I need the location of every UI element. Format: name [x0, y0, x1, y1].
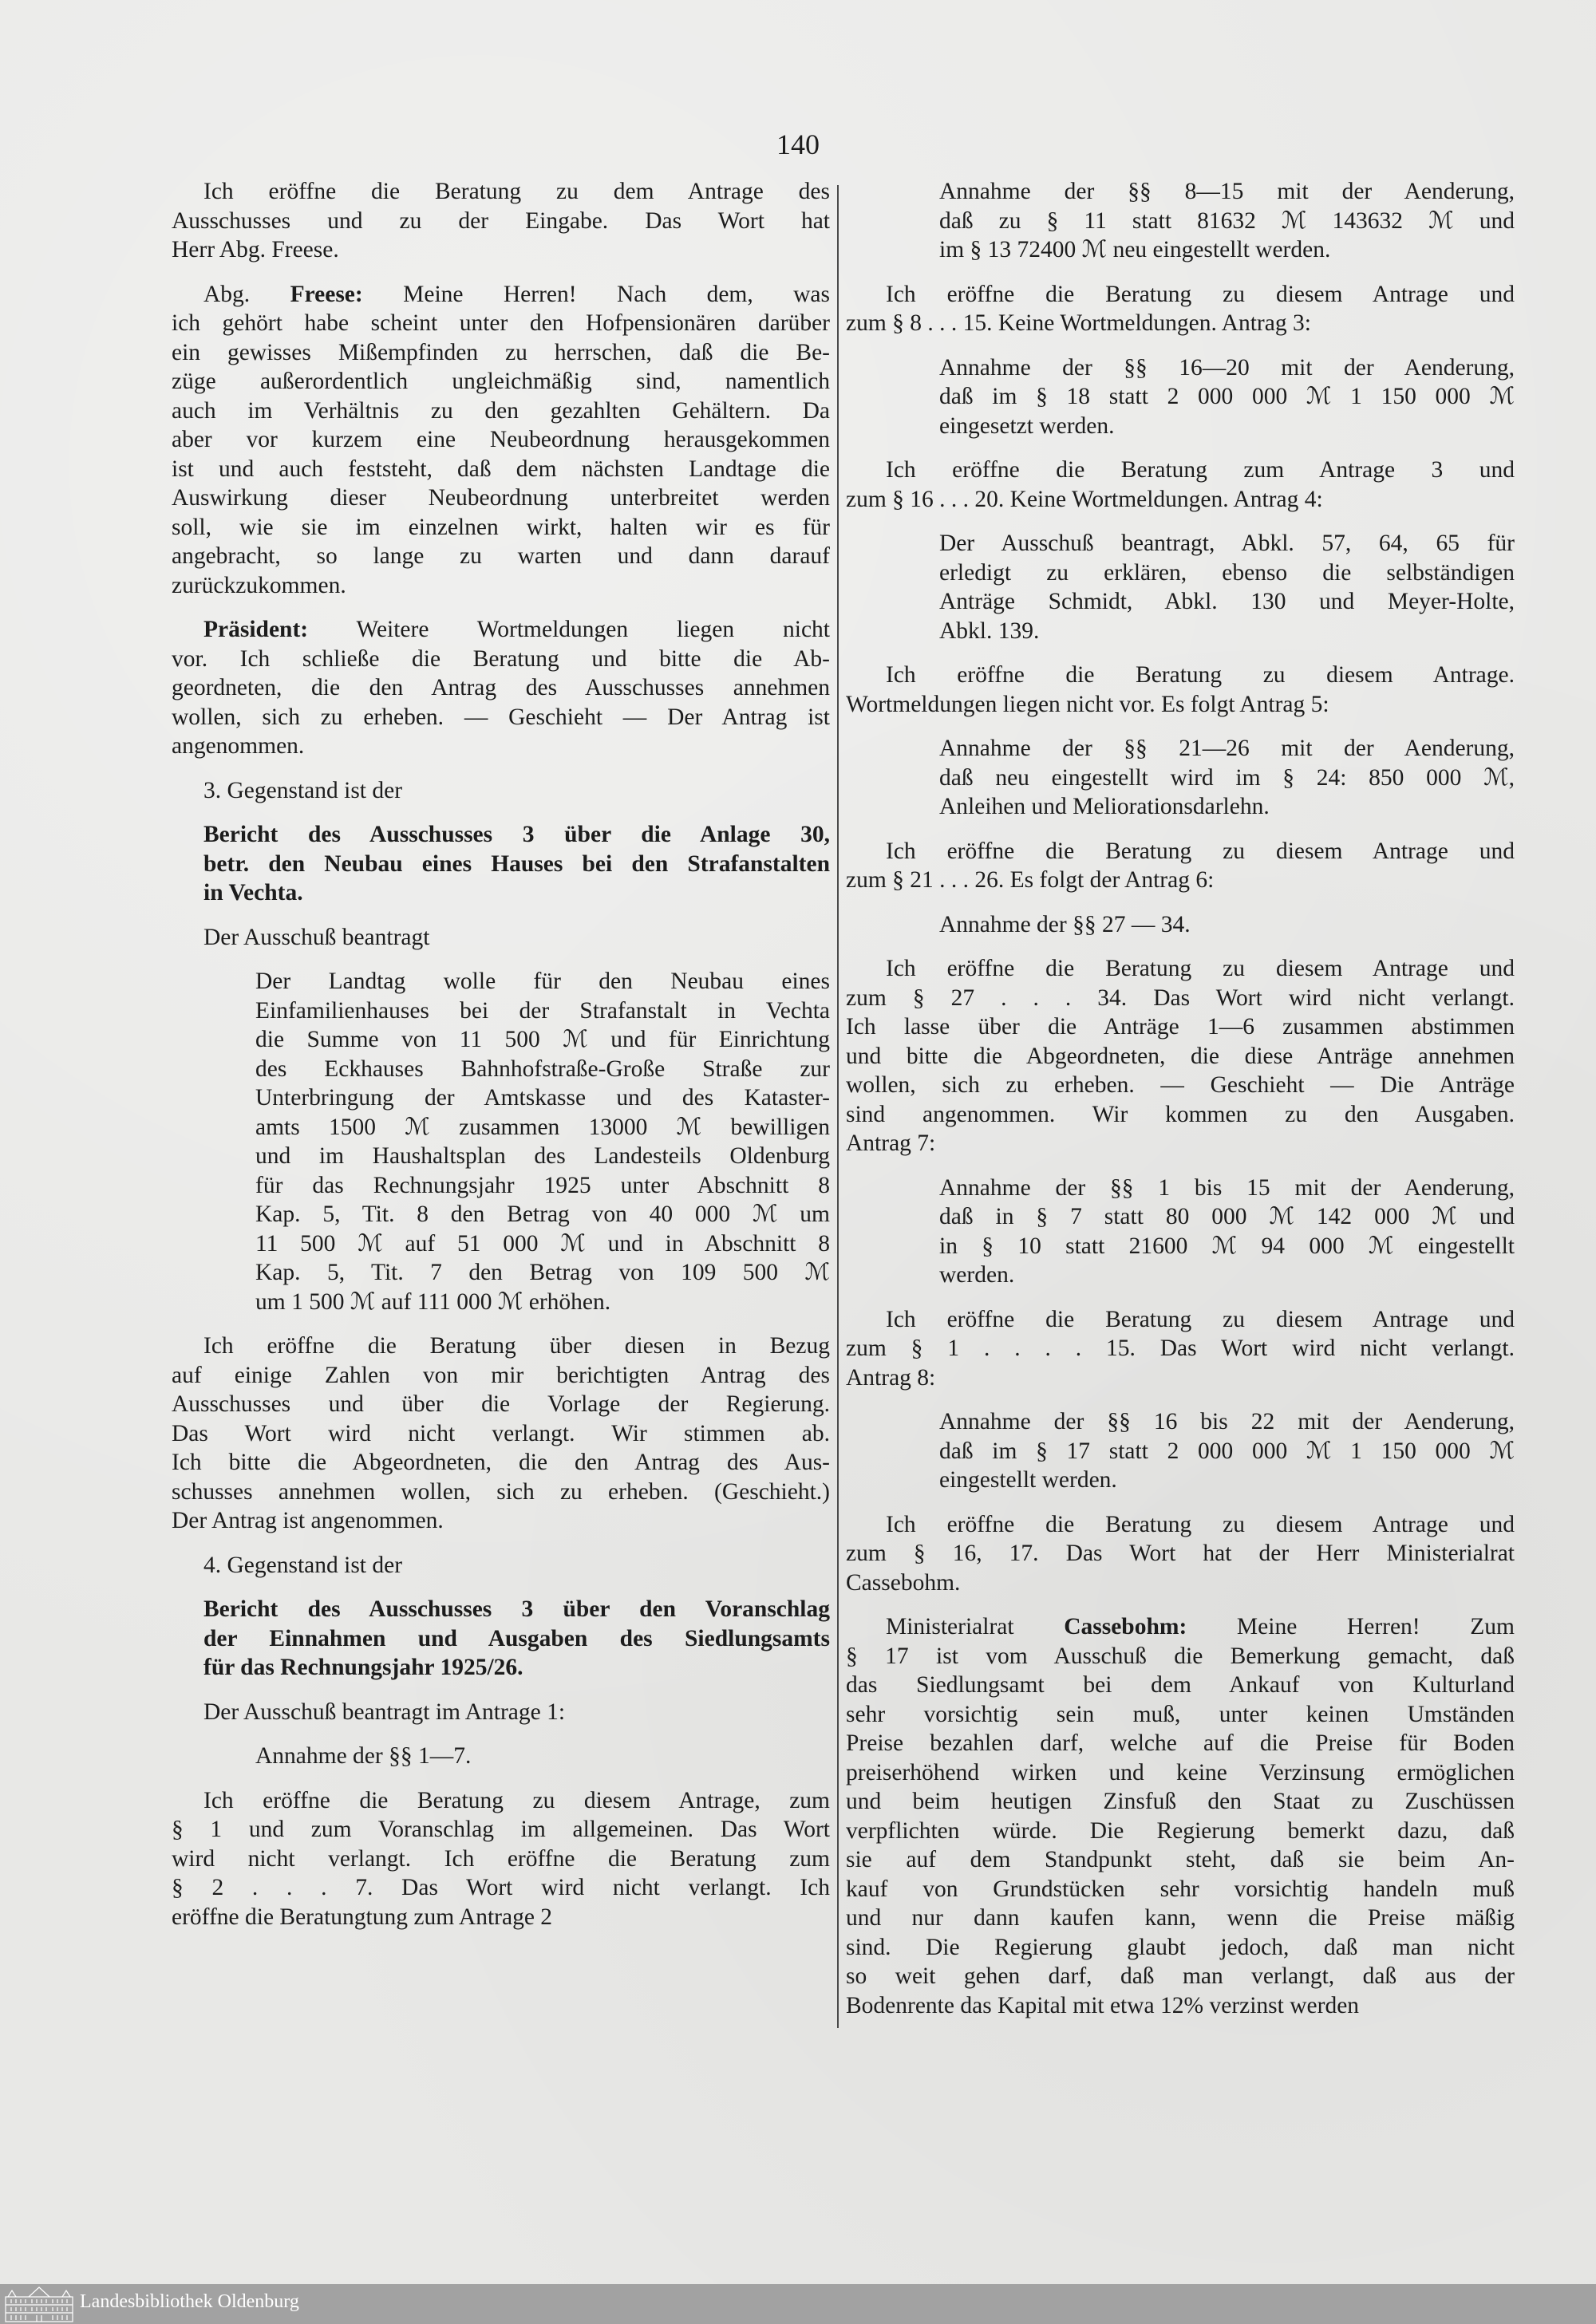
text-line: angenommen.: [172, 733, 305, 759]
paragraph: [172, 1698, 830, 1727]
left-column: [172, 177, 830, 1947]
text-line: wollen, sich zu erheben. — Geschieht — Die Anträge: [846, 1072, 1515, 1098]
text-line: Annahme der §§ 16—20 mit der Aenderung,: [939, 354, 1515, 381]
text-line: in § 10 statt 21600 ℳ 94 000 ℳ eingestellt: [939, 1233, 1515, 1259]
paragraph: [172, 177, 830, 265]
text-line: soll, wie sie im einzelnen wirkt, halten wir es für: [172, 514, 830, 540]
text-line: zum § 27 . . . 34. Das Wort wird nicht verlangt.: [846, 984, 1515, 1011]
paragraph: [846, 1305, 1515, 1393]
text-line: zum § 1 . . . . 15. Das Wort wird nicht verlangt.: [846, 1336, 1515, 1361]
motion-text: [846, 1174, 1515, 1290]
text-line: 11 500 ℳ auf 51 000 ℳ und in Abschnitt 8: [255, 1230, 830, 1257]
text-line: Ich eröffne die Beratung zu diesem Antrage und: [886, 1511, 1515, 1537]
text-line: wird nicht verlangt. Ich eröffne die Beratung zum: [172, 1845, 830, 1872]
text-line: Ausschusses und zu der Eingabe. Das Wort hat: [172, 207, 830, 234]
text-line: des Eckhauses Bahnhofstraße-Große Straße zur: [255, 1055, 830, 1082]
text-line: Annahme der §§ 27 — 34.: [939, 911, 1191, 937]
text-segment: Abg.: [203, 281, 290, 307]
text-line: auch im Verhältnis zu den gezahlten Gehältern. Da: [172, 397, 830, 424]
text-line: ist und auch feststeht, daß dem nächsten Landtage die: [172, 456, 830, 482]
motion-text: [846, 734, 1515, 822]
text-line: eingestellt werden.: [939, 1467, 1117, 1493]
section-heading: [172, 1595, 830, 1683]
text-line: [172, 615, 830, 645]
text-line: Ich eröffne die Beratung zu diesem Antrage und: [886, 1306, 1515, 1332]
text-line: zum § 8 . . . 15. Keine Wortmeldungen. Antrag 3:: [846, 310, 1311, 336]
motion-text: [172, 967, 830, 1316]
paragraph: [846, 456, 1515, 514]
text-line: zum § 16 . . . 20. Keine Wortmeldungen. Antrag 4:: [846, 486, 1323, 512]
text-segment: Weitere Wortmeldungen liegen nicht: [308, 617, 830, 642]
text-line: Bodenrente das Kapital mit etwa 12% verzinst werden: [846, 1992, 1360, 2018]
text-line: auf einige Zahlen von mir berichtigten Antrag des: [172, 1362, 830, 1388]
text-line: wollen, sich zu erheben. — Geschieht — Der Antrag ist: [172, 704, 830, 730]
footer-bar: [0, 2284, 1596, 2324]
text-line: sehr vorsichtig sein muß, unter keinen Umständen: [846, 1701, 1515, 1727]
text-line: geordneten, die den Antrag des Ausschusses annehmen: [172, 675, 830, 700]
motion-text: [846, 1407, 1515, 1495]
text-line: § 1 und zum Voranschlag im allgemeinen. Das Wort: [172, 1817, 830, 1842]
text-line: Annahme der §§ 1 bis 15 mit der Aenderung,: [939, 1174, 1515, 1201]
text-line: und im Haushaltsplan des Landesteils Oldenburg: [255, 1143, 830, 1169]
text-line: ich gehört habe scheint unter den Hofpensionären darüber: [172, 310, 830, 336]
speaker-name: Cassebohm:: [1064, 1614, 1187, 1639]
text-line: Herr Abg. Freese.: [172, 237, 339, 262]
text-line: Preise bezahlen darf, welche auf die Preise für Boden: [846, 1730, 1515, 1756]
motion-text: [172, 1742, 830, 1771]
text-line: eingesetzt werden.: [939, 412, 1115, 439]
text-line: eröffne die Beratungtung zum Antrage 2: [172, 1904, 553, 1930]
paragraph: [846, 954, 1515, 1158]
paragraph: [846, 661, 1515, 719]
text-line: Bericht des Ausschusses 3 über die Anlage 30,: [203, 822, 830, 847]
text-line: zum § 16, 17. Das Wort hat der Herr Ministerialrat: [846, 1541, 1515, 1566]
text-line: im § 13 72400 ℳ neu eingestellt werden.: [939, 237, 1331, 262]
text-line: Ich eröffne die Beratung zu dem Antrage des: [203, 179, 830, 204]
text-line: Annahme der §§ 21—26 mit der Aenderung,: [939, 736, 1515, 761]
text-segment: Ministerialrat: [886, 1614, 1065, 1639]
text-line: und beim heutigen Zinsfuß den Staat zu Zuschüssen: [846, 1789, 1515, 1814]
text-line: Das Wort wird nicht verlangt. Wir stimmen ab.: [172, 1420, 830, 1446]
text-line: betr. den Neubau eines Hauses bei den Strafanstalten: [203, 850, 830, 877]
text-line: Ich eröffne die Beratung zum Antrage 3 und: [886, 457, 1515, 483]
text-line: züge außerordentlich ungleichmäßig sind, namentlich: [172, 369, 830, 394]
text-line: daß im § 17 statt 2 000 000 ℳ 1 150 000 ℳ: [939, 1438, 1515, 1464]
text-line: Anleihen und Meliorationsdarlehn.: [939, 794, 1270, 819]
text-line: Ich eröffne die Beratung zu diesem Antrage, zum: [203, 1787, 830, 1813]
column-divider: [837, 185, 839, 2028]
text-line: Annahme der §§ 8—15 mit der Aenderung,: [939, 179, 1515, 204]
text-line: Cassebohm.: [846, 1569, 961, 1596]
text-line: zum § 21 . . . 26. Es folgt der Antrag 6:: [846, 867, 1215, 893]
text-line: in Vechta.: [203, 880, 303, 906]
paragraph: [172, 1332, 830, 1536]
paragraph: [846, 1510, 1515, 1598]
text-line: daß im § 18 statt 2 000 000 ℳ 1 150 000 ℳ: [939, 384, 1515, 409]
text-line: Kap. 5, Tit. 8 den Betrag von 40 000 ℳ um: [255, 1201, 830, 1227]
text-line: Ich eröffne die Beratung zu diesem Antrage und: [886, 838, 1515, 864]
text-line: vor. Ich schließe die Beratung und bitte die Ab-: [172, 645, 830, 672]
text-segment: Meine Herren! Nach dem, was: [362, 281, 830, 307]
speaker-name: Freese:: [290, 281, 363, 307]
motion-text: [846, 910, 1515, 940]
text-line: Ich eröffne die Beratung über diesen in Bezug: [203, 1333, 830, 1359]
text-line: das Siedlungsamt bei dem Ankauf von Kulturland: [846, 1672, 1515, 1698]
text-line: Ich lasse über die Anträge 1—6 zusammen abstimmen: [846, 1014, 1515, 1040]
text-line: [172, 280, 830, 310]
text-line: Kap. 5, Tit. 7 den Betrag von 109 500 ℳ: [255, 1260, 830, 1285]
paragraph: [846, 280, 1515, 338]
text-line: werden.: [939, 1262, 1015, 1288]
library-building-logo: [5, 2286, 73, 2322]
paragraph: [846, 1612, 1515, 2020]
text-line: und nur dann kaufen kann, wenn die Preise mäßig: [846, 1905, 1515, 1931]
text-line: daß in § 7 statt 80 000 ℳ 142 000 ℳ und: [939, 1204, 1515, 1229]
text-line: verpflichten würde. Die Regierung bemerkt dazu, daß: [846, 1817, 1515, 1844]
text-line: Antrag 8:: [846, 1364, 936, 1391]
text-line: Bericht des Ausschusses 3 über den Voranschlag: [203, 1596, 830, 1622]
text-line: Antrag 7:: [846, 1130, 936, 1156]
text-line: Der Ausschuß beantragt im Antrage 1:: [203, 1699, 566, 1725]
text-line: § 17 ist vom Ausschuß die Bemerkung gemacht, daß: [846, 1643, 1515, 1669]
motion-text: [846, 353, 1515, 441]
text-line: Ich eröffne die Beratung zu diesem Antrage.: [886, 662, 1515, 688]
text-line: Unterbringung der Amtskasse und des Kataster-: [255, 1085, 830, 1111]
text-line: Abkl. 139.: [939, 617, 1040, 644]
text-line: daß zu § 11 statt 81632 ℳ 143632 ℳ und: [939, 207, 1515, 234]
text-line: Ich bitte die Abgeordneten, die den Antrag des Aus-: [172, 1450, 830, 1475]
text-line: Wortmeldungen liegen nicht vor. Es folgt Antrag 5:: [846, 691, 1329, 717]
section-heading: [172, 820, 830, 908]
text-line: Ich eröffne die Beratung zu diesem Antrage und: [886, 281, 1515, 307]
text-line: für das Rechnungsjahr 1925 unter Abschnitt 8: [255, 1172, 830, 1198]
text-line: Ausschusses und über die Vorlage der Regierung.: [172, 1391, 830, 1417]
text-line: Ich eröffne die Beratung zu diesem Antrage und: [886, 956, 1515, 981]
text-segment: Meine Herren! Zum: [1187, 1614, 1515, 1639]
text-line: aber vor kurzem eine Neubeordnung herausgekommen: [172, 427, 830, 452]
text-line: angebracht, so lange zu warten und dann darauf: [172, 543, 830, 569]
text-line: ein gewisses Mißempfinden zu herrschen, daß die Be-: [172, 339, 830, 365]
text-line: sind. Die Regierung glaubt jedoch, daß man nicht: [846, 1934, 1515, 1960]
text-line: Annahme der §§ 1—7.: [255, 1743, 472, 1769]
text-line: erledigt zu erklären, ebenso die selbständigen: [939, 559, 1515, 586]
text-line: der Einnahmen und Ausgaben des Siedlungsamts: [203, 1625, 830, 1651]
text-line: Der Landtag wolle für den Neubau eines: [255, 969, 830, 994]
text-line: für das Rechnungsjahr 1925/26.: [203, 1655, 523, 1680]
paragraph: [172, 1551, 830, 1580]
paragraph: [172, 776, 830, 806]
paragraph: [172, 280, 830, 601]
text-line: Der Ausschuß beantragt, Abkl. 57, 64, 65 für: [939, 531, 1515, 556]
text-line: [846, 1612, 1515, 1642]
text-line: Anträge Schmidt, Abkl. 130 und Meyer-Holte,: [939, 589, 1515, 614]
paragraph: [846, 837, 1515, 895]
library-name: Landesbibliothek Oldenburg: [80, 2291, 299, 2312]
text-line: preiserhöhend wirken und keine Verzinsung ermöglichen: [846, 1759, 1515, 1785]
motion-text: [846, 177, 1515, 265]
speaker-name: Präsident:: [203, 617, 309, 642]
text-line: § 2 . . . 7. Das Wort wird nicht verlangt. Ich: [172, 1875, 830, 1900]
text-line: schusses annehmen wollen, sich zu erheben. (Geschieht.): [172, 1478, 830, 1505]
text-line: zurückzukommen.: [172, 572, 346, 598]
text-line: Auswirkung dieser Neubeordnung unterbreitet werden: [172, 485, 830, 511]
paragraph: [172, 923, 830, 953]
page-number: 140: [776, 128, 820, 160]
right-column: [846, 177, 1515, 2035]
paragraph: [172, 1786, 830, 1932]
text-line: amts 1500 ℳ zusammen 13000 ℳ bewilligen: [255, 1114, 830, 1140]
text-line: und bitte die Abgeordneten, die diese Anträge annehmen: [846, 1043, 1515, 1069]
text-line: die Summe von 11 500 ℳ und für Einrichtung: [255, 1027, 830, 1052]
text-line: um 1 500 ℳ auf 111 000 ℳ erhöhen.: [255, 1288, 611, 1315]
text-line: kauf von Grundstücken sehr vorsichtig handeln muß: [846, 1876, 1515, 1902]
text-line: 3. Gegenstand ist der: [203, 777, 403, 803]
text-line: Einfamilienhauses bei der Strafanstalt in Vechta: [255, 997, 830, 1024]
text-line: sind angenommen. Wir kommen zu den Ausgaben.: [846, 1101, 1515, 1127]
text-line: daß neu eingestellt wird im § 24: 850 000 ℳ,: [939, 764, 1515, 791]
text-line: Der Ausschuß beantragt: [203, 924, 430, 950]
text-line: Annahme der §§ 16 bis 22 mit der Aenderung,: [939, 1409, 1515, 1434]
paragraph: [172, 615, 830, 761]
text-line: Der Antrag ist angenommen.: [172, 1508, 444, 1533]
motion-text: [846, 529, 1515, 645]
text-line: 4. Gegenstand ist der: [203, 1552, 403, 1578]
text-line: sie auf dem Standpunkt steht, daß sie beim An-: [846, 1847, 1515, 1872]
text-line: so weit gehen darf, daß man verlangt, daß aus der: [846, 1963, 1515, 1989]
